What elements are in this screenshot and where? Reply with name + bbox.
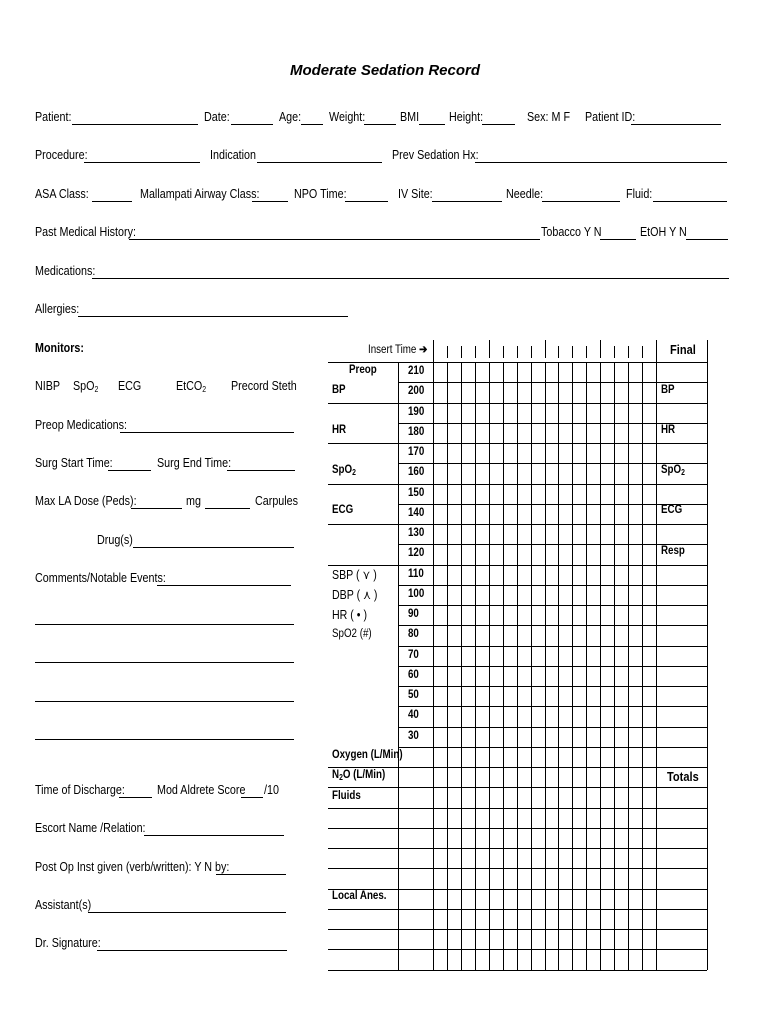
date-label: Date: (204, 110, 230, 124)
grid-row-line (398, 565, 707, 566)
grid-row-line (398, 929, 707, 930)
grid-col-line (600, 362, 601, 970)
grid-row-line (398, 423, 707, 424)
signature-field[interactable] (97, 950, 287, 951)
prev-sedation-field[interactable] (475, 162, 727, 163)
grid-row-line (398, 403, 707, 404)
scale-value: 70 (408, 648, 419, 661)
label-row-line (328, 889, 398, 890)
grid-col-line (558, 362, 559, 970)
time-tick (531, 346, 532, 358)
patient-label: Patient: (35, 110, 72, 124)
time-tick (558, 346, 559, 358)
grid-row-line (398, 585, 707, 586)
asa-class-field[interactable] (92, 201, 132, 202)
medications-field[interactable] (92, 278, 729, 279)
scale-value: 90 (408, 608, 419, 620)
scale-value: 200 (408, 385, 425, 398)
spo2-option[interactable]: SpO$_2$ (73, 379, 99, 394)
age-label: Age: (279, 110, 302, 124)
height-field[interactable] (482, 124, 515, 125)
mallampati-field[interactable] (252, 201, 288, 202)
grid-col-line (447, 362, 448, 970)
weight-label: Weight: (329, 110, 366, 124)
etoh-field[interactable] (686, 239, 728, 240)
bmi-field[interactable] (419, 124, 445, 125)
surg-end-field[interactable] (227, 470, 295, 471)
bp-label: BP (332, 384, 346, 396)
iv-site-field[interactable] (432, 201, 502, 202)
grid-row-line (398, 504, 707, 505)
pmh-field[interactable] (129, 239, 540, 240)
scale-col-line (398, 362, 399, 970)
age-field[interactable] (301, 124, 323, 125)
grid-row-line (398, 544, 707, 545)
drugs-field[interactable] (133, 547, 294, 548)
grid-row-line (398, 868, 707, 869)
grid-row-line (398, 625, 707, 626)
time-tick (461, 346, 462, 358)
label-row-line (328, 443, 398, 444)
spo2-legend: SpO2 (#) (332, 628, 372, 640)
grid-row-line (398, 484, 707, 485)
surg-start-field[interactable] (108, 470, 151, 471)
fluids-label: Fluids (332, 790, 361, 802)
scale-value: 150 (408, 486, 425, 499)
label-row-line (328, 868, 398, 869)
grid-row-line (398, 808, 707, 809)
time-col-start (433, 340, 434, 970)
grid-row-line (398, 524, 707, 525)
grid-col-line (531, 362, 532, 970)
height-label: Height: (449, 110, 484, 124)
comments-line[interactable] (35, 739, 294, 740)
hr-legend: HR ( • ) (332, 608, 368, 622)
assistants-field[interactable] (88, 912, 286, 913)
final-hr-label: HR (661, 424, 676, 436)
comments-line[interactable] (35, 624, 294, 625)
label-row-line (328, 787, 398, 788)
scale-value: 110 (408, 567, 424, 580)
grid-col-line (503, 362, 504, 970)
mg-label: mg (186, 494, 201, 508)
scale-value: 60 (408, 668, 419, 681)
grid-col-line (614, 362, 615, 970)
time-tick (642, 346, 643, 358)
grid-row-line (398, 767, 707, 768)
grid-row-line (398, 666, 707, 667)
final-heading: Final (670, 342, 696, 357)
procedure-label: Procedure: (35, 148, 88, 162)
indication-field[interactable] (257, 162, 382, 163)
label-row-line (328, 929, 398, 930)
time-tick (628, 346, 629, 358)
time-tick (545, 340, 546, 358)
grid-row-line (398, 382, 707, 383)
time-tick (572, 346, 573, 358)
fluid-field[interactable] (653, 201, 727, 202)
prev-sedation-label: Prev Sedation Hx: (392, 148, 479, 162)
scale-value: 40 (408, 709, 419, 722)
grid-row-line (398, 909, 707, 910)
grid-row-line (398, 848, 707, 849)
scale-value: 170 (408, 446, 425, 458)
postop-label: Post Op Inst given (verb/written): Y N by: (35, 860, 230, 874)
weight-field[interactable] (364, 124, 396, 125)
final-bp-label: BP (661, 384, 675, 396)
grid-col-line (628, 362, 629, 970)
label-row-line (328, 970, 398, 971)
grid-row-line (398, 828, 707, 829)
patient-id-label: Patient ID: (585, 110, 636, 124)
date-field[interactable] (231, 124, 273, 125)
grid-row-line (398, 463, 707, 464)
label-row-line (328, 565, 398, 566)
tobacco-field[interactable] (600, 239, 636, 240)
grid-row-line (398, 706, 707, 707)
discharge-label: Time of Discharge: (35, 783, 125, 797)
escort-label: Escort Name /Relation: (35, 821, 146, 835)
scale-value: 50 (408, 689, 419, 701)
npo-time-label: NPO Time: (294, 187, 347, 201)
page-title: Moderate Sedation Record (289, 62, 481, 79)
precord-steth-option[interactable]: Precord Steth (231, 379, 297, 393)
surg-start-label: Surg Start Time: (35, 456, 113, 470)
grid-col-line (572, 362, 573, 970)
iv-site-label: IV Site: (398, 187, 433, 201)
grid-col-line (475, 362, 476, 970)
discharge-field[interactable] (119, 797, 152, 798)
ecg-option[interactable]: ECG (118, 379, 142, 393)
grid-row-line (398, 949, 707, 950)
time-tick (614, 346, 615, 358)
label-row-line (328, 808, 398, 809)
procedure-field[interactable] (84, 162, 200, 163)
carpules-field[interactable] (205, 508, 250, 509)
sbp-legend: SBP ( ⋎ ) (332, 568, 377, 582)
max-la-field[interactable] (131, 508, 182, 509)
totals-heading: Totals (667, 769, 699, 784)
label-row-line (328, 949, 398, 950)
grid-row-line (398, 646, 707, 647)
needle-label: Needle: (506, 187, 544, 201)
grid-row-line (398, 889, 707, 890)
insert-time-label: Insert Time ➔ (368, 344, 428, 356)
local-anes-label: Local Anes. (332, 890, 387, 902)
assistants-label: Assistant(s) (35, 898, 92, 912)
final-spo2-label: SpO$_2$ (661, 464, 685, 477)
preop-meds-label: Preop Medications: (35, 418, 128, 432)
right-edge-line (707, 340, 708, 970)
label-row-line (328, 828, 398, 829)
time-tick (447, 346, 448, 358)
scale-value: 120 (408, 547, 425, 560)
patient-id-field[interactable] (631, 124, 721, 125)
final-resp-label: Resp (661, 545, 685, 557)
monitors-heading: Monitors: (35, 341, 84, 355)
grid-col-line (489, 362, 490, 970)
max-la-label: Max LA Dose (Peds): (35, 494, 137, 508)
spo2-label: SpO$_2$ (332, 464, 356, 477)
time-tick (517, 346, 518, 358)
time-tick (489, 340, 490, 358)
bmi-label: BMI (400, 110, 420, 124)
grid-col-line (545, 362, 546, 970)
aldrete-max: /10 (264, 783, 279, 797)
grid-row-line (398, 443, 707, 444)
label-row-line (328, 403, 398, 404)
scale-value: 160 (408, 466, 425, 479)
grid-col-line (586, 362, 587, 970)
postop-field[interactable] (216, 874, 286, 875)
label-row-line (328, 524, 398, 525)
comments-field[interactable] (157, 585, 291, 586)
label-row-line (328, 484, 398, 485)
scale-value: 30 (408, 729, 419, 742)
fluid-label: Fluid: (626, 187, 653, 201)
dbp-legend: DBP ( ⋏ ) (332, 588, 378, 602)
signature-label: Dr. Signature: (35, 936, 101, 950)
scale-value: 100 (408, 587, 425, 600)
etoh-label: EtOH Y N (640, 225, 687, 239)
npo-time-field[interactable] (345, 201, 388, 202)
medications-label: Medications: (35, 264, 96, 278)
nibp-option[interactable]: NIBP (35, 379, 61, 393)
aldrete-label: Mod Aldrete Score (157, 783, 246, 797)
grid-row-line (398, 686, 707, 687)
hr-label: HR (332, 424, 347, 436)
label-row-line (328, 909, 398, 910)
mallampati-label: Mallampati Airway Class: (140, 187, 260, 201)
comments-line[interactable] (35, 662, 294, 663)
patient-field[interactable] (72, 124, 198, 125)
grid-row-line (398, 727, 707, 728)
asa-class-label: ASA Class: (35, 187, 89, 201)
sex-label: Sex: M F (527, 110, 571, 124)
preop-label: Preop (349, 364, 377, 376)
grid-col-line (517, 362, 518, 970)
aldrete-field[interactable] (241, 797, 263, 798)
comments-label: Comments/Notable Events: (35, 571, 166, 585)
carpules-label: Carpules (255, 494, 299, 508)
scale-value: 210 (408, 365, 425, 377)
grid-row-line (398, 787, 707, 788)
comments-line[interactable] (35, 701, 294, 702)
etco2-option[interactable]: EtCO$_2$ (176, 379, 207, 394)
ecg-label: ECG (332, 504, 354, 516)
allergies-field[interactable] (78, 316, 348, 317)
time-tick (503, 346, 504, 358)
scale-value: 130 (408, 527, 425, 539)
grid-row-line (398, 970, 707, 971)
time-tick (475, 346, 476, 358)
oxygen-label: Oxygen (L/Min) (332, 749, 403, 761)
grid-row-line (398, 605, 707, 606)
grid-row-line (398, 747, 707, 748)
label-row-line (328, 848, 398, 849)
grid-col-line (461, 362, 462, 970)
tobacco-label: Tobacco Y N (541, 225, 602, 239)
drugs-label: Drug(s) (97, 533, 133, 547)
n2o-label: $N_2O$ (L/Min) (332, 769, 386, 782)
time-tick (586, 346, 587, 358)
scale-value: 140 (408, 506, 425, 519)
scale-value: 190 (408, 405, 425, 418)
final-col-line (656, 340, 657, 970)
grid-col-line (642, 362, 643, 970)
needle-field[interactable] (542, 201, 620, 202)
indication-label: Indication (210, 148, 257, 162)
scale-value: 180 (408, 425, 425, 438)
label-row-line (328, 767, 398, 768)
time-tick (600, 340, 601, 358)
pmh-label: Past Medical History: (35, 225, 136, 239)
scale-value: 80 (408, 628, 419, 641)
allergies-label: Allergies: (35, 302, 80, 316)
final-ecg-label: ECG (661, 504, 683, 516)
escort-field[interactable] (144, 835, 284, 836)
preop-meds-field[interactable] (120, 432, 294, 433)
surg-end-label: Surg End Time: (157, 456, 232, 470)
